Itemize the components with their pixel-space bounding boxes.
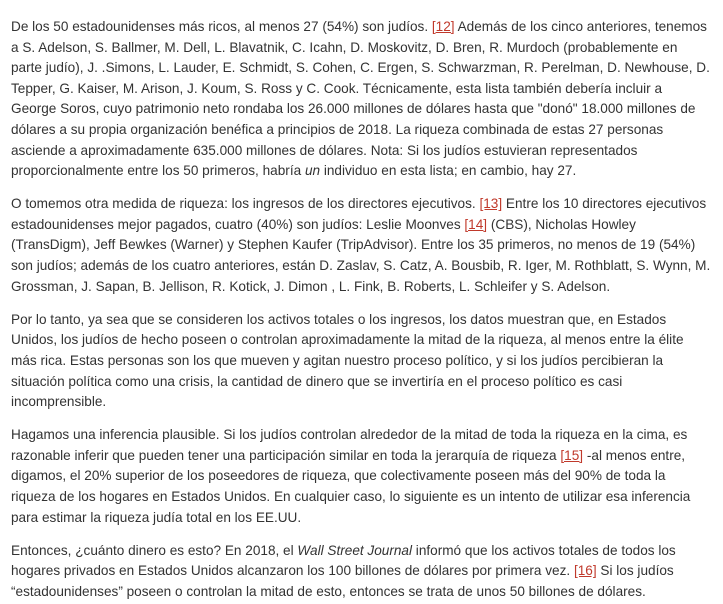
footnote-link-16[interactable]: [16] (573, 563, 597, 579)
article-body (11, 17, 711, 604)
paragraph-inference (11, 425, 711, 528)
paragraph-text: De los 50 estadounidenses más ricos, al menos 27 (54%) son judíos. (11, 19, 432, 34)
paragraph-text: O tomemos otra medida de riqueza: los ingresos de los directores ejecutivos. (11, 196, 480, 212)
paragraph-text: Por lo tanto, ya sea que se consideren los activos totales o los ingresos, los datos muestran que, en Estados Unidos, los judíos de hecho poseen o controlan aproximadamente la mitad de la riqueza, al menos entre la élite más rica. Estas personas son los que mueven y agitan nuestro proceso político, y si los judíos percibieran la situación política como una crisis, la cantidad de dinero que se invertiría en el proceso político es casi incomprensible. (11, 311, 684, 410)
footnote-link-13[interactable]: [13] (479, 196, 503, 212)
cropped-previous-line (0, 0, 723, 2)
footnote-link-12[interactable]: [12] (431, 19, 455, 34)
emphasis-text: un (304, 163, 321, 179)
paragraph-text: Hagamos una inferencia plausible. Si los judíos controlan alrededor de la mitad de toda la riqueza en la cima, es razonable inferir que pueden tener una participación similar en toda la jerarquía de riqueza (11, 427, 688, 463)
paragraph-ceo-income (11, 194, 711, 297)
paragraph-text: (CBS), Nicholas Howley (TransDigm), Jeff Bewkes (Warner) y Stephen Kaufer (TripAdvisor). Entre los 35 primeros, no menos de 19 (54%) son judíos; además de los cuatro anteriores, están D. Zaslav, S. Catz, A. Bousbib, R. Iger, M. Rothblatt, S. Wynn, M. Grossman, J. Sapan, B. Jellison, R. Kotick, J. Dimon , L. Fink, B. Roberts, L. Schleifer y S. Adelson. (11, 216, 711, 294)
footnote-link-14[interactable]: [14] (464, 216, 488, 232)
publication-name: Wall Street Journal (297, 542, 413, 558)
paragraph-text: Además de los cinco anteriores, tenemos a S. Adelson, S. Ballmer, M. Dell, L. Blavatnik, C. Icahn, D. Moskovitz, D. Bren, R. Murdoch (probablemente en parte judío), J. .Simons, L. Lauder, E. Schmidt, S. Cohen, C. Ergen, S. Schwarzman, R. Perelman, D. Newhouse, D. Tepper, G. Kaiser, M. Arison, J. Koum, S. Ross y C. Cook. Técnicamente, esta lista también debería incluir a George Soros, cuyo patrimonio neto rondaba los 26.000 millones de dólares hasta que "donó" 18.000 millones de dólares a su propia organización benéfica a principios de 2018. La riqueza combinada de estas 27 personas asciende a aproximadamente 635.000 millones de dólares. Nota: Si los judíos estuvieran representados proporcionalmente entre los 50 primeros, habría (11, 19, 710, 179)
paragraph-total-wealth (11, 541, 711, 603)
paragraph-text: individuo en esta lista; en cambio, hay 27. (320, 163, 577, 179)
paragraph-text: informó que los activos totales de todos los hogares privados en Estados Unidos alcanzaron los 100 billones de dólares por primera vez. (11, 542, 676, 579)
footnote-link-15[interactable]: [15] (560, 447, 584, 463)
paragraph-conclusion (11, 310, 711, 413)
paragraph-text: -al menos entre, digamos, el 20% superior de los poseedores de riqueza, que colectivamente poseen más del 90% de toda la riqueza de los hogares en Estados Unidos. En cualquier caso, lo siguiente es un intento de utilizar esa inferencia para estimar la riqueza judía total en los EE.UU. (11, 447, 691, 525)
paragraph-top-50-wealth (11, 17, 711, 182)
paragraph-text: Entre los 10 directores ejecutivos estadounidenses mejor pagados, cuatro (40%) son judíos: Leslie Moonves (11, 196, 707, 232)
paragraph-text: Si los judíos “estadounidenses” poseen o controlan la mitad de esto, entonces se trata de unos 50 billones de dólares. (11, 563, 674, 599)
paragraph-text: Entonces, ¿cuánto dinero es esto? En 2018, el (11, 542, 298, 558)
